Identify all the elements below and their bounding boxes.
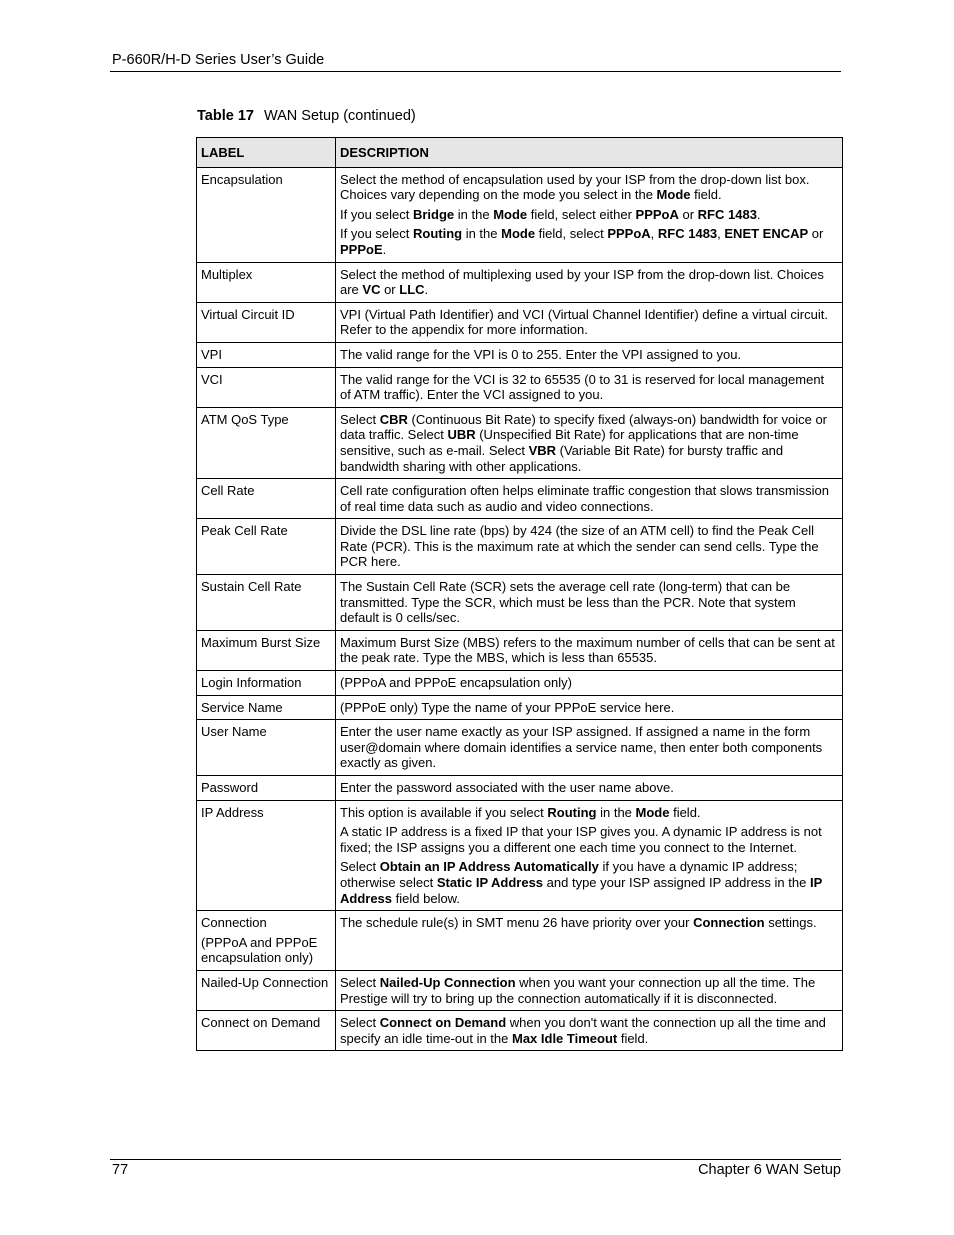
emphasized-term: Mode: [635, 804, 670, 820]
description-paragraph: [340, 780, 838, 796]
table-header-row: [197, 138, 843, 168]
wan-setup-table: [196, 137, 843, 1051]
description-text: This option is available if you select: [340, 804, 548, 820]
label-cell: [197, 776, 336, 801]
field-label: User Name: [201, 724, 267, 740]
emphasized-term: PPPoA: [607, 226, 651, 242]
table-row: [197, 671, 843, 696]
description-paragraph: [340, 975, 838, 1006]
description-text: field.: [690, 187, 722, 203]
emphasized-term: Routing: [412, 226, 463, 242]
description-cell: [336, 695, 843, 720]
label-cell: [197, 1011, 336, 1051]
description-text: if you have a dynamic IP address; otherwise select: [340, 859, 798, 890]
table-row: [197, 407, 843, 478]
field-label: Login Information: [201, 675, 302, 691]
page-number: 77: [112, 1162, 129, 1178]
description-paragraph: [340, 824, 838, 855]
label-cell: [197, 407, 336, 478]
description-text: Select: [340, 411, 380, 427]
label-cell: [197, 911, 336, 971]
table-row: [197, 519, 843, 575]
description-text: A static IP address is a fixed IP that your ISP gives you. A dynamic IP address is not fixed; the ISP assigns you a different one each time you connect to the Internet.: [340, 824, 822, 855]
description-text: (Variable Bit Rate) for bursty traffic and bandwidth sharing with other applications.: [340, 442, 784, 474]
description-text: Enter the password associated with the user name above.: [340, 780, 674, 795]
field-label: Password: [201, 780, 259, 795]
field-label: VCI: [201, 371, 223, 387]
description-cell: [336, 720, 843, 776]
description-text: (PPPoE only) Type the name of your PPPoE service here.: [340, 699, 675, 715]
description-cell: [336, 407, 843, 478]
description-text: If you select: [340, 206, 413, 222]
table-row: [197, 262, 843, 302]
description-cell: [336, 342, 843, 367]
description-text: when you want your connection up all the time. The Prestige will try to bring up the connection automatically if it is disconnected.: [340, 974, 816, 1006]
description-cell: [336, 1011, 843, 1051]
description-text: settings.: [764, 915, 817, 931]
description-paragraph: [340, 307, 838, 338]
description-cell: [336, 776, 843, 801]
table-row: [197, 776, 843, 801]
description-text: If you select: [340, 226, 413, 242]
emphasized-term: Bridge: [412, 206, 455, 222]
table-row: [197, 479, 843, 519]
description-paragraph: [340, 579, 838, 626]
table-row: [197, 911, 843, 971]
field-label: VPI: [201, 346, 222, 362]
description-text: (PPPoA and PPPoE encapsulation only): [340, 675, 572, 691]
emphasized-term: Mode: [501, 226, 536, 242]
description-cell: [336, 302, 843, 342]
description-paragraph: [340, 267, 838, 298]
label-cell: [197, 302, 336, 342]
table-body: [197, 167, 843, 1051]
emphasized-term: Nailed-Up Connection: [379, 974, 516, 990]
table-row: [197, 302, 843, 342]
description-text: ,: [717, 226, 725, 242]
field-label: Cell Rate: [201, 483, 255, 499]
description-text: in the: [454, 206, 494, 222]
field-label-note: (PPPoA and PPPoE encapsulation only): [201, 934, 318, 966]
table-row: [197, 1011, 843, 1051]
description-text: The Sustain Cell Rate (SCR) sets the average cell rate (long-term) that can be transmitted. Type the SCR, which must be less than the PCR. Note that system default is 0 cells/sec.: [340, 579, 796, 626]
description-paragraph: [340, 635, 838, 666]
emphasized-term: ENET ENCAP: [724, 226, 809, 242]
description-text: when you don't want the connection up all the time and specify an idle time-out in the: [340, 1015, 826, 1046]
field-label: Multiplex: [201, 266, 253, 282]
description-text: .: [756, 206, 761, 222]
footer-divider: [110, 1159, 841, 1160]
table-row: [197, 342, 843, 367]
label-cell: [197, 167, 336, 262]
description-paragraph: [340, 859, 838, 906]
description-paragraph: [340, 1015, 838, 1046]
label-cell: [197, 262, 336, 302]
description-paragraph: [340, 700, 838, 716]
description-text: Maximum Burst Size (MBS) refers to the maximum number of cells that can be sent at the peak rate. Type the MBS, which is less than 65535.: [340, 634, 835, 666]
description-text: Select: [340, 859, 380, 875]
description-cell: [336, 367, 843, 407]
column-header-label: LABEL: [197, 138, 336, 168]
description-text: or: [808, 226, 824, 242]
field-label: Encapsulation: [201, 171, 283, 187]
emphasized-term: Max Idle Timeout: [511, 1030, 618, 1046]
description-text: or: [678, 206, 698, 222]
emphasized-term: IP Address: [340, 874, 823, 906]
description-cell: [336, 167, 843, 262]
description-paragraph: [340, 675, 838, 691]
label-cell: [197, 800, 336, 911]
column-header-description: DESCRIPTION: [336, 138, 843, 168]
field-label: IP Address: [201, 804, 264, 820]
field-label: Nailed-Up Connection: [201, 974, 329, 990]
description-paragraph: [340, 172, 838, 203]
description-cell: [336, 800, 843, 911]
table-caption-text: WAN Setup (continued): [263, 108, 416, 124]
emphasized-term: RFC 1483: [697, 206, 757, 222]
field-label: Sustain Cell Rate: [201, 579, 302, 595]
table-caption: [197, 108, 416, 124]
description-paragraph: [340, 523, 838, 570]
emphasized-term: Mode: [493, 206, 528, 222]
label-cell: [197, 970, 336, 1010]
description-paragraph: [340, 207, 838, 223]
description-text: Enter the user name exactly as your ISP assigned. If assigned a name in the form user@domain where domain identifies a service name, then enter both components exactly as given.: [340, 724, 823, 771]
description-paragraph: [340, 915, 838, 931]
emphasized-term: LLC: [399, 282, 425, 298]
emphasized-term: CBR: [379, 411, 408, 427]
description-cell: [336, 575, 843, 631]
description-text: ,: [650, 226, 658, 242]
field-label: Service Name: [201, 699, 283, 715]
table-row: [197, 167, 843, 262]
description-text: in the: [596, 804, 636, 820]
description-cell: [336, 630, 843, 670]
description-text: and type your ISP assigned IP address in the: [543, 874, 810, 890]
label-cell: [197, 342, 336, 367]
description-text: field.: [617, 1030, 649, 1046]
table-row: [197, 630, 843, 670]
table-row: [197, 970, 843, 1010]
description-paragraph: [340, 226, 838, 257]
table-row: [197, 720, 843, 776]
table-row: [197, 695, 843, 720]
running-header: P-660R/H-D Series User’s Guide: [112, 52, 325, 68]
description-text: in the: [462, 226, 502, 242]
field-label: Peak Cell Rate: [201, 523, 288, 539]
description-cell: [336, 479, 843, 519]
emphasized-term: PPPoA: [635, 206, 679, 222]
description-text: field.: [669, 804, 701, 820]
table-row: [197, 575, 843, 631]
description-paragraph: [340, 372, 838, 403]
emphasized-term: RFC 1483: [657, 226, 718, 242]
field-label: Connection: [201, 915, 267, 931]
label-cell: [197, 695, 336, 720]
description-text: field below.: [392, 890, 460, 906]
description-paragraph: [340, 724, 838, 771]
emphasized-term: VC: [362, 282, 381, 298]
label-cell: [197, 367, 336, 407]
emphasized-term: PPPoE: [340, 241, 383, 257]
description-text: Select: [340, 974, 380, 990]
field-label: Connect on Demand: [201, 1015, 321, 1031]
description-text: VPI (Virtual Path Identifier) and VCI (Virtual Channel Identifier) define a virtual circuit. Refer to the appendix for more information.: [340, 306, 828, 338]
emphasized-term: Routing: [547, 804, 597, 820]
description-paragraph: [340, 805, 838, 821]
description-text: Divide the DSL line rate (bps) by 424 (the size of an ATM cell) to find the Peak Cell Rate (PCR). This is the maximum rate at which the sender can send cells. Type the PCR here.: [340, 523, 819, 570]
label-cell: [197, 671, 336, 696]
label-cell: [197, 575, 336, 631]
emphasized-term: Static IP Address: [436, 874, 544, 890]
description-cell: [336, 519, 843, 575]
description-text: The valid range for the VPI is 0 to 255. Enter the VPI assigned to you.: [340, 346, 742, 362]
label-cell: [197, 630, 336, 670]
field-label: ATM QoS Type: [201, 411, 289, 427]
description-text: .: [424, 282, 429, 298]
description-text: field, select either: [527, 206, 636, 222]
label-cell: [197, 479, 336, 519]
description-text: Select the method of multiplexing used by your ISP from the drop-down list. Choices are: [340, 266, 824, 298]
field-label: Virtual Circuit ID: [201, 306, 295, 322]
table-row: [197, 367, 843, 407]
description-cell: [336, 970, 843, 1010]
label-cell: [197, 519, 336, 575]
emphasized-term: Mode: [656, 187, 691, 203]
table-caption-number: Table 17: [197, 108, 254, 124]
chapter-title: Chapter 6 WAN Setup: [698, 1162, 841, 1178]
description-paragraph: [340, 347, 838, 363]
description-text: (Unspecified Bit Rate) for applications that are non-time sensitive, such as e-mail. Select: [340, 427, 799, 458]
description-text: Select: [340, 1015, 380, 1031]
description-paragraph: [340, 412, 838, 474]
description-text: or: [380, 282, 400, 298]
description-text: Select the method of encapsulation used by your ISP from the drop-down list box. Choices vary depending on the mode you select in the: [340, 171, 810, 203]
description-cell: [336, 262, 843, 302]
description-text: The schedule rule(s) in SMT menu 26 have priority over your: [340, 915, 694, 931]
emphasized-term: Obtain an IP Address Automatically: [379, 859, 599, 875]
field-label: Maximum Burst Size: [201, 634, 321, 650]
description-text: Cell rate configuration often helps eliminate traffic congestion that slows transmission of real time data such as audio and video connections.: [340, 483, 829, 514]
description-text: The valid range for the VCI is 32 to 65535 (0 to 31 is reserved for local management of ATM traffic). Enter the VCI assigned to you.: [340, 371, 825, 403]
emphasized-term: Connection: [693, 915, 765, 931]
header-divider: [110, 71, 841, 72]
emphasized-term: UBR: [447, 427, 476, 443]
emphasized-term: VBR: [528, 442, 557, 458]
table-row: [197, 800, 843, 911]
description-text: .: [382, 241, 387, 257]
description-cell: [336, 671, 843, 696]
description-text: (Continuous Bit Rate) to specify fixed (always-on) bandwidth for voice or data traffic. Select: [340, 411, 828, 443]
description-cell: [336, 911, 843, 971]
description-paragraph: [340, 483, 838, 514]
description-text: field, select: [535, 226, 608, 242]
label-cell: [197, 720, 336, 776]
emphasized-term: Connect on Demand: [379, 1015, 507, 1031]
